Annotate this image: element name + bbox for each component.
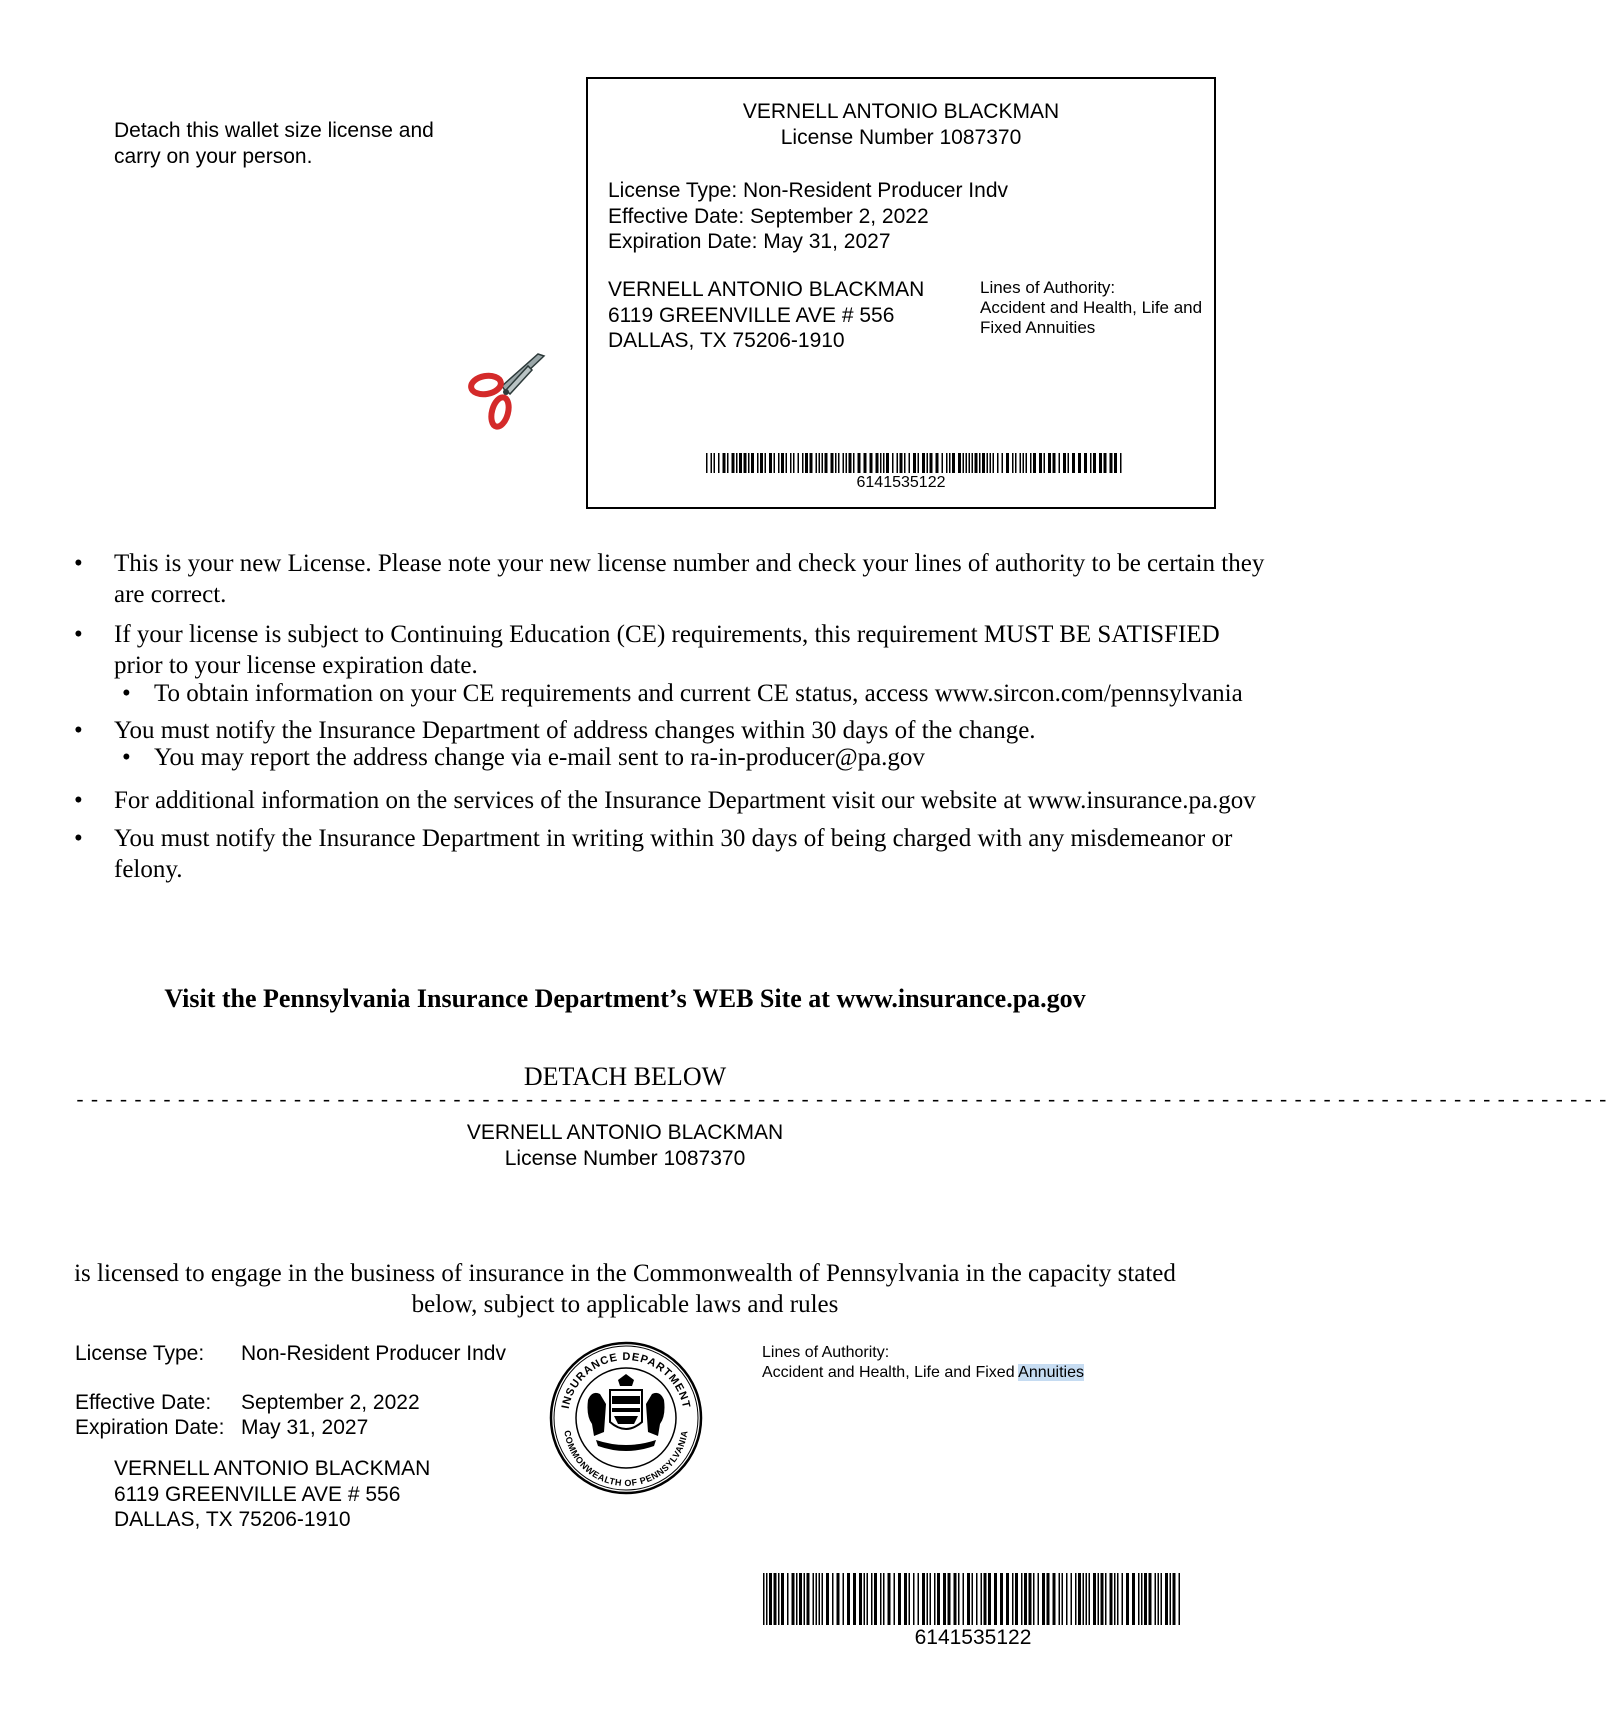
barcode-bar — [963, 453, 965, 473]
barcode-bar — [942, 453, 944, 473]
barcode-bar — [711, 453, 713, 473]
barcode-bar — [787, 1573, 789, 1625]
barcode-bar — [954, 1573, 957, 1625]
certificate-address — [114, 1456, 430, 1533]
detach-dashed-line: ---------------------------------------------------------------------------------------------------------- — [74, 1090, 1611, 1113]
barcode-bar — [1042, 1573, 1045, 1625]
barcode-bar — [979, 453, 981, 473]
barcode-bar — [1084, 453, 1087, 473]
barcode-bar — [987, 453, 989, 473]
barcode-bar — [886, 453, 889, 473]
barcode-bar — [765, 453, 767, 473]
certificate-address-line1: 6119 GREENVILLE AVE # 556 — [114, 1482, 401, 1506]
website-notice: Visit the Pennsylvania Insurance Department’s WEB Site at www.insurance.pa.gov — [164, 984, 1086, 1013]
barcode-bar — [751, 453, 754, 473]
license-type-value: Non-Resident Producer Indv — [241, 1342, 506, 1365]
barcode-bar — [1114, 453, 1117, 473]
barcode-bar — [1110, 453, 1113, 473]
barcode-bar — [909, 1573, 911, 1625]
barcode-bar — [997, 453, 999, 473]
barcode-bar — [1101, 1573, 1104, 1625]
barcode-bar — [883, 453, 885, 473]
certificate-dates — [75, 1390, 420, 1440]
barcode-bar — [1033, 453, 1036, 473]
barcode-bar — [871, 1573, 873, 1625]
barcode-bar — [1144, 1573, 1147, 1625]
card-license-number: License Number 1087370 — [780, 126, 1022, 149]
notice-address-change: You must notify the Insurance Department of address changes within 30 days of the change. — [114, 717, 1036, 744]
barcode-bar — [1104, 453, 1107, 473]
barcode-bar — [952, 453, 955, 473]
card-loa-title: Lines of Authority: — [980, 278, 1116, 297]
barcode-bar — [1165, 1573, 1168, 1625]
barcode-bar — [1000, 1573, 1003, 1625]
detach-below-label: DETACH BELOW — [523, 1062, 727, 1091]
barcode-bar — [1141, 1573, 1143, 1625]
barcode-bar — [894, 1573, 896, 1625]
barcode-bar — [766, 1573, 768, 1625]
card-address-line2: DALLAS, TX 75206-1910 — [608, 329, 845, 352]
card-license-type: License Type: Non-Resident Producer Indv — [608, 179, 1009, 202]
barcode-bar — [822, 453, 824, 473]
barcode-bar — [816, 1573, 818, 1625]
barcode-bar — [1012, 453, 1014, 473]
barcode-bar — [1024, 1573, 1027, 1625]
barcode-bar — [1059, 453, 1061, 473]
card-expiration-date: Expiration Date: May 31, 2027 — [608, 230, 891, 253]
barcode-bar — [880, 453, 882, 473]
barcode-bar — [880, 1573, 882, 1625]
barcode-bar — [825, 453, 828, 473]
barcode-bar — [1083, 1573, 1085, 1625]
barcode-bar — [1098, 1573, 1100, 1625]
barcode-bar — [819, 1573, 821, 1625]
card-address-name: VERNELL ANTONIO BLACKMAN — [608, 278, 925, 301]
barcode-bar — [918, 453, 920, 473]
card-barcode-number: 6141535122 — [856, 474, 946, 491]
barcode-bar — [736, 453, 738, 473]
barcode-bar — [1071, 1573, 1073, 1625]
barcode-bar — [1093, 453, 1096, 473]
barcode-bar — [883, 1573, 885, 1625]
barcode-bar — [900, 453, 903, 473]
barcode-bar — [1053, 1573, 1056, 1625]
barcode-bar — [870, 453, 873, 473]
barcode-bar — [847, 1573, 850, 1625]
license-type-label: License Type: — [75, 1342, 205, 1365]
card-details — [608, 178, 1008, 255]
certificate-loa-title: Lines of Authority: — [762, 1344, 890, 1361]
barcode-bar — [748, 453, 750, 473]
card-barcode — [706, 453, 1126, 473]
barcode-bar — [846, 453, 848, 473]
barcode-bar — [774, 453, 776, 473]
barcode-bar — [760, 453, 763, 473]
barcode-bar — [1044, 453, 1046, 473]
barcode-bar — [1033, 1573, 1035, 1625]
barcode-bar — [1026, 453, 1028, 473]
notice-criminal-charges: You must notify the Insurance Department in writing within 30 days of being charged with any misdemeanor or felony. — [114, 825, 1233, 883]
barcode-bar — [927, 1573, 929, 1625]
barcode-bar — [1066, 1573, 1068, 1625]
list-item: • For additional information on the services of the Insurance Department visit our website at www.insurance.pa.gov — [74, 787, 1256, 814]
barcode-bar — [835, 453, 837, 473]
certificate-barcode-number: 6141535122 — [914, 1626, 1032, 1649]
barcode-bar — [816, 453, 818, 473]
card-effective-date: Effective Date: September 2, 2022 — [608, 204, 929, 228]
barcode-bar — [966, 453, 968, 473]
barcode-bar — [1138, 1573, 1140, 1625]
barcode-bar — [976, 1573, 978, 1625]
notice-additional-info: For additional information on the services of the Insurance Department visit our website at www.insurance.pa.gov — [114, 787, 1256, 814]
barcode-bar — [714, 453, 716, 473]
barcode-bar — [1105, 1573, 1107, 1625]
barcode-bar — [1155, 1573, 1157, 1625]
certificate-license-number: License Number 1087370 — [504, 1147, 746, 1170]
barcode-bar — [1021, 1573, 1023, 1625]
expiration-date-label: Expiration Date: — [75, 1416, 225, 1439]
barcode-bar — [1075, 1573, 1077, 1625]
card-address-line1: 6119 GREENVILLE AVE # 556 — [608, 303, 895, 327]
barcode-bar — [1072, 453, 1075, 473]
barcode-bar — [874, 1573, 877, 1625]
barcode-bar — [1006, 453, 1009, 473]
barcode-bar — [769, 1573, 772, 1625]
barcode-bar — [994, 1573, 997, 1625]
barcode-bar — [781, 453, 784, 473]
highlighted-text-selection[interactable]: Annuities — [1018, 1364, 1084, 1381]
barcode-bar — [1048, 453, 1051, 473]
barcode-bar — [732, 453, 735, 473]
barcode-bar — [810, 453, 813, 473]
barcode-bar — [822, 1573, 824, 1625]
barcode-bar — [1062, 1573, 1064, 1625]
barcode-bar — [909, 453, 911, 473]
barcode-bar — [799, 1573, 802, 1625]
barcode-bar — [913, 1573, 915, 1625]
barcode-bar — [769, 453, 772, 473]
barcode-bar — [981, 1573, 983, 1625]
barcode-bar — [793, 453, 795, 473]
barcode-bar — [1002, 453, 1004, 473]
barcode-bar — [972, 1573, 974, 1625]
barcode-bar — [796, 1573, 798, 1625]
barcode-bar — [892, 453, 894, 473]
barcode-bar — [904, 1573, 907, 1625]
barcode-bar — [1059, 1573, 1061, 1625]
notice-address-email: You may report the address change via e-mail sent to ra-in-producer@pa.gov — [154, 744, 925, 771]
barcode-bar — [723, 453, 726, 473]
barcode-bar — [927, 453, 929, 473]
card-lines-of-authority — [980, 278, 1216, 338]
barcode-bar — [849, 453, 852, 473]
barcode-bar — [918, 1573, 920, 1625]
barcode-bar — [792, 1573, 795, 1625]
barcode-bar — [1068, 453, 1070, 473]
barcode-bar — [819, 453, 821, 473]
list-subitem: • To obtain information on your CE requirements and current CE status, access www.sircon.com/pennsylvania — [122, 680, 1243, 707]
barcode-bar — [963, 1573, 965, 1625]
barcode-bar — [1006, 1573, 1009, 1625]
barcode-bar — [781, 1573, 784, 1625]
barcode-bar — [1063, 453, 1066, 473]
barcode-bar — [1158, 1573, 1160, 1625]
effective-date-label: Effective Date: — [75, 1391, 212, 1414]
barcode-bar — [888, 1573, 891, 1625]
barcode-bar — [876, 453, 879, 473]
barcode-bar — [804, 1573, 806, 1625]
barcode-bar — [946, 453, 948, 473]
barcode-bar — [1117, 1573, 1119, 1625]
barcode-bar — [757, 453, 759, 473]
certificate-address-line2: DALLAS, TX 75206-1910 — [114, 1508, 351, 1531]
barcode-bar — [975, 453, 978, 473]
barcode-bar — [898, 1573, 901, 1625]
list-item: • This is your new License. Please note your new license number and check your lines of authority to be certain they are correct. — [74, 550, 1265, 608]
barcode-bar — [826, 1573, 829, 1625]
barcode-bar — [1179, 1573, 1181, 1625]
barcode-bar — [831, 453, 834, 473]
barcode-bar — [853, 1573, 856, 1625]
barcode-bar — [706, 453, 708, 473]
barcode-bar — [1015, 453, 1017, 473]
barcode-bar — [864, 1573, 866, 1625]
barcode-bar — [1132, 1573, 1135, 1625]
barcode-bar — [990, 453, 992, 473]
barcode-bar — [763, 1573, 765, 1625]
barcode-bar — [993, 453, 995, 473]
barcode-bar — [988, 1573, 991, 1625]
barcode-bar — [859, 1573, 862, 1625]
barcode-bar — [1089, 1573, 1091, 1625]
barcode-bar — [813, 1573, 815, 1625]
barcode-bar — [930, 1573, 932, 1625]
barcode-bar — [982, 453, 985, 473]
barcode-bar — [744, 453, 747, 473]
barcode-bar — [805, 453, 808, 473]
barcode-bar — [922, 1573, 925, 1625]
effective-date-value: September 2, 2022 — [241, 1391, 420, 1414]
barcode-bar — [969, 453, 971, 473]
card-loa-text: Accident and Health, Life and Fixed Annuities — [980, 298, 1203, 337]
barcode-bar — [1090, 453, 1092, 473]
barcode-bar — [936, 453, 939, 473]
list-subitem: • You may report the address change via e-mail sent to ra-in-producer@pa.gov — [122, 744, 925, 771]
barcode-bar — [1173, 1573, 1176, 1625]
barcode-bar — [739, 453, 742, 473]
barcode-bar — [897, 453, 899, 473]
expiration-date-value: May 31, 2027 — [241, 1416, 369, 1439]
notice-list — [72, 548, 1272, 885]
barcode-bar — [1126, 1573, 1129, 1625]
scissors-icon — [466, 352, 548, 430]
barcode-bar — [838, 453, 840, 473]
certificate-loa-text: Accident and Health, Life and Fixed — [762, 1364, 1019, 1381]
barcode-bar — [1047, 1573, 1050, 1625]
barcode-bar — [1149, 1573, 1152, 1625]
barcode-bar — [1053, 453, 1056, 473]
barcode-bar — [774, 1573, 777, 1625]
barcode-bar — [1012, 1573, 1014, 1625]
certificate-licensee-name: VERNELL ANTONIO BLACKMAN — [466, 1121, 784, 1144]
barcode-bar — [790, 453, 792, 473]
certificate-lines-of-authority — [762, 1343, 1084, 1383]
notice-new-license: This is your new License. Please note your new license number and check your lines of authority to be certain they are correct. — [114, 550, 1265, 608]
barcode-bar — [1093, 1573, 1096, 1625]
barcode-bar — [807, 1573, 810, 1625]
barcode-bar — [967, 1573, 970, 1625]
barcode-bar — [1015, 1573, 1018, 1625]
barcode-bar — [922, 453, 925, 473]
barcode-bar — [1086, 1573, 1088, 1625]
card-address — [608, 277, 924, 354]
barcode-bar — [858, 453, 861, 473]
barcode-bar — [802, 453, 804, 473]
card-licensee-name: VERNELL ANTONIO BLACKMAN — [742, 100, 1060, 123]
detach-instruction: Detach this wallet size license and carry on your person. — [114, 119, 434, 168]
barcode-bar — [1039, 453, 1042, 473]
barcode-bar — [867, 1573, 869, 1625]
barcode-bar — [1099, 453, 1102, 473]
barcode-bar — [930, 453, 933, 473]
barcode-bar — [949, 453, 951, 473]
barcode-bar — [864, 453, 867, 473]
barcode-bar — [904, 453, 906, 473]
barcode-bar — [718, 453, 720, 473]
notice-ce-requirements: If your license is subject to Continuing Education (CE) requirements, this requirement MUST BE SATISFIED prior to your license expiration date. — [114, 621, 1220, 679]
barcode-bar — [943, 1573, 946, 1625]
list-item: • You must notify the Insurance Department of address changes within 30 days of the change. — [74, 717, 1036, 744]
barcode-bar — [934, 1573, 936, 1625]
barcode-bar — [972, 453, 974, 473]
barcode-bar — [1120, 453, 1122, 473]
barcode-bar — [843, 1573, 845, 1625]
seal-top-text: INSURANCE DEPARTMENT — [559, 1350, 693, 1410]
barcode-bar — [1122, 1573, 1124, 1625]
certificate-address-name: VERNELL ANTONIO BLACKMAN — [114, 1457, 431, 1480]
barcode-bar — [1029, 1573, 1032, 1625]
seal-bottom-text: COMMONWEALTH OF PENNSYLVANIA — [562, 1429, 690, 1489]
barcode-bar — [1078, 453, 1081, 473]
barcode-bar — [913, 453, 916, 473]
barcode-bar — [984, 1573, 987, 1625]
barcode-bar — [948, 1573, 951, 1625]
barcode-bar — [937, 1573, 940, 1625]
notice-ce-info: To obtain information on your CE requirements and current CE status, access www.sircon.com/pennsylvania — [154, 680, 1243, 707]
barcode-bar — [1020, 453, 1022, 473]
wallet-license-card — [586, 77, 1216, 509]
barcode-bar — [837, 1573, 840, 1625]
barcode-bar — [853, 453, 855, 473]
barcode-bar — [1170, 1573, 1172, 1625]
state-seal — [548, 1340, 704, 1496]
barcode-bar — [958, 1573, 960, 1625]
list-item: • If your license is subject to Continuing Education (CE) requirements, this requirement MUST BE SATISFIED prior to your license expiration date. — [74, 621, 1220, 679]
barcode-bar — [1078, 1573, 1081, 1625]
barcode-bar — [778, 1573, 780, 1625]
barcode-bar — [786, 453, 788, 473]
barcode-bar — [1161, 1573, 1163, 1625]
barcode-bar — [843, 453, 845, 473]
certificate-statement: is licensed to engage in the business of insurance in the Commonwealth of Pennsylvania in the capacity stated below, subject to applicable laws and rules — [74, 1260, 1176, 1318]
barcode-bar — [727, 453, 729, 473]
certificate-barcode — [763, 1573, 1183, 1625]
barcode-bar — [1038, 1573, 1040, 1625]
barcode-bar — [1023, 453, 1025, 473]
barcode-bar — [1114, 1573, 1116, 1625]
barcode-bar — [778, 453, 780, 473]
certificate-license-type — [75, 1342, 506, 1366]
barcode-bar — [1030, 453, 1032, 473]
barcode-bar — [832, 1573, 834, 1625]
barcode-bar — [1110, 1573, 1113, 1625]
barcode-bar — [958, 453, 961, 473]
barcode-bar — [798, 453, 800, 473]
coat-of-arms-icon — [588, 1374, 665, 1451]
list-item: • You must notify the Insurance Department in writing within 30 days of being charged with any misdemeanor or felony. — [74, 825, 1233, 883]
